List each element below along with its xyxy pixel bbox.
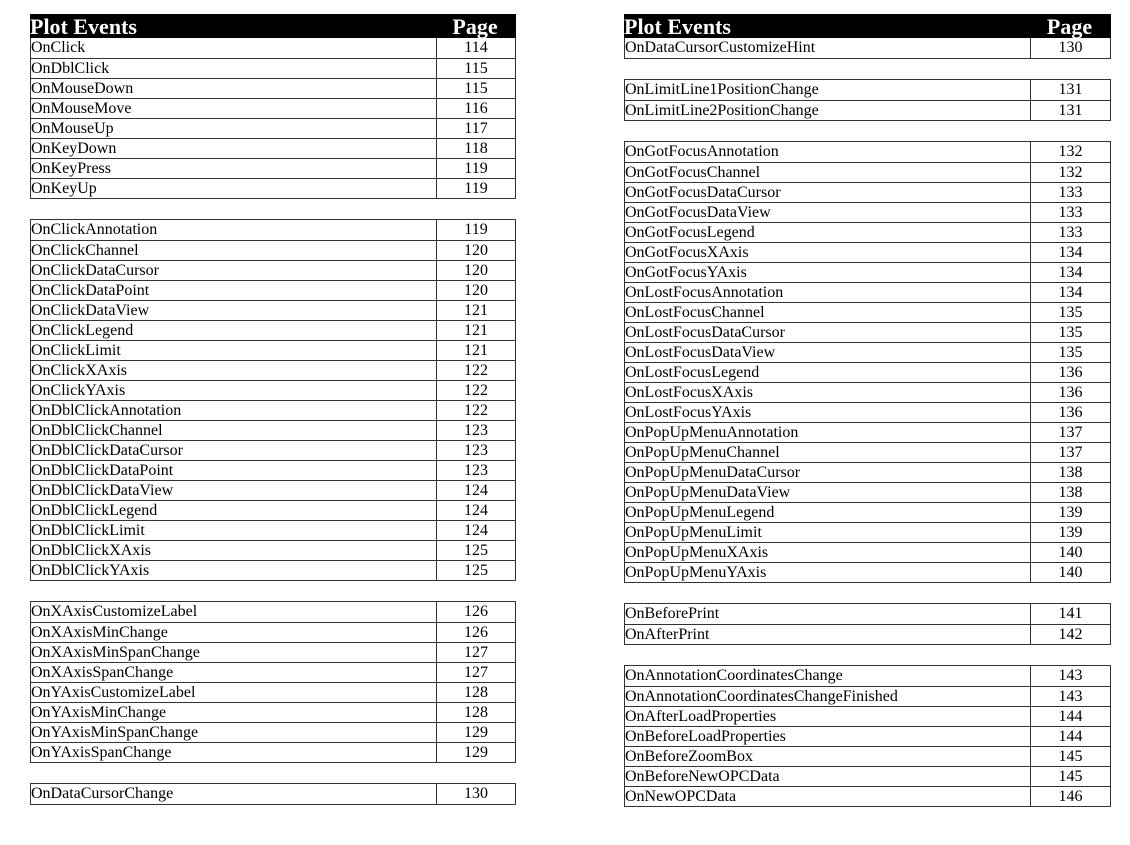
event-name: OnKeyPress: [31, 159, 437, 178]
table-row: [31, 260, 515, 280]
event-name: OnClickAnnotation: [31, 220, 437, 240]
event-name: OnKeyDown: [31, 139, 437, 158]
page-number: 136: [1058, 404, 1083, 421]
table-row: [625, 402, 1110, 422]
event-name: OnAnnotationCoordinatesChange: [625, 666, 1031, 686]
table-row: [625, 726, 1110, 746]
table-header: [624, 14, 1111, 38]
event-name: OnKeyUp: [31, 179, 437, 198]
event-name: OnDblClickDataView: [31, 481, 437, 500]
event-group: [30, 219, 516, 581]
event-name: OnXAxisCustomizeLabel: [31, 602, 437, 622]
table-row: [31, 662, 515, 682]
event-name: OnDataCursorChange: [31, 784, 437, 804]
table-row: [31, 360, 515, 380]
table-row: [31, 400, 515, 420]
table-row: [625, 202, 1110, 222]
page-number: 134: [1058, 264, 1083, 281]
page-number: 138: [1058, 484, 1083, 501]
page-number: 128: [464, 704, 488, 721]
event-name: OnLostFocusChannel: [625, 303, 1031, 322]
page-number: 145: [1058, 748, 1083, 765]
table-row: [31, 540, 515, 560]
page-number: 125: [464, 562, 488, 579]
table-row: [625, 242, 1110, 262]
event-group: [624, 38, 1111, 59]
page-number: 135: [1058, 304, 1083, 321]
table-row: [625, 542, 1110, 562]
event-group: [30, 601, 516, 763]
event-name: OnBeforeNewOPCData: [625, 767, 1031, 786]
event-name: OnGotFocusAnnotation: [625, 142, 1031, 162]
event-name: OnAfterLoadProperties: [625, 707, 1031, 726]
table-row: [31, 320, 515, 340]
page-number: 140: [1058, 564, 1083, 581]
page-number: 134: [1058, 244, 1083, 261]
event-name: OnDataCursorCustomizeHint: [625, 38, 1031, 58]
page-number: 139: [1058, 504, 1083, 521]
event-group: [624, 665, 1111, 807]
event-name: OnBeforeZoomBox: [625, 747, 1031, 766]
event-name: OnGotFocusDataCursor: [625, 183, 1031, 202]
event-name: OnLostFocusXAxis: [625, 383, 1031, 402]
table-row: [625, 462, 1110, 482]
table-row: [625, 282, 1110, 302]
page-number: 127: [464, 664, 488, 681]
table-row: [625, 322, 1110, 342]
table-row: [31, 280, 515, 300]
page-number: 124: [464, 522, 488, 539]
table-row: [625, 786, 1110, 806]
event-name: OnYAxisCustomizeLabel: [31, 683, 437, 702]
table-row: [31, 440, 515, 460]
page-number: 124: [464, 502, 488, 519]
table-row: [31, 560, 515, 580]
page-number: 121: [464, 322, 488, 339]
page-number: 119: [464, 180, 488, 197]
page-number: 126: [464, 624, 488, 641]
table-row: [31, 158, 515, 178]
page-number: 115: [464, 60, 488, 77]
event-name: OnYAxisSpanChange: [31, 743, 437, 762]
page-number: 120: [464, 262, 488, 279]
event-name: OnLimitLine2PositionChange: [625, 101, 1031, 120]
event-name: OnPopUpMenuChannel: [625, 443, 1031, 462]
event-name: OnNewOPCData: [625, 787, 1031, 806]
page-number: 141: [1058, 605, 1083, 622]
page-number: 117: [464, 120, 488, 137]
event-name: OnGotFocusYAxis: [625, 263, 1031, 282]
table-row: [31, 784, 515, 804]
event-name: OnGotFocusLegend: [625, 223, 1031, 242]
table-row: [31, 520, 515, 540]
table-row: [31, 602, 515, 622]
page-number: 137: [1058, 444, 1083, 461]
page-number: 115: [464, 80, 488, 97]
page-number: 116: [464, 100, 488, 117]
event-name: OnPopUpMenuXAxis: [625, 543, 1031, 562]
table-row: [625, 766, 1110, 786]
event-name: OnClickLimit: [31, 341, 437, 360]
table-row: [31, 682, 515, 702]
table-row: [625, 382, 1110, 402]
page-number: 121: [464, 302, 488, 319]
event-name: OnClick: [31, 38, 437, 58]
page-number: 125: [464, 542, 488, 559]
page-number: 123: [464, 422, 488, 439]
event-name: OnPopUpMenuLegend: [625, 503, 1031, 522]
page-number: 126: [464, 603, 488, 620]
page-number: 119: [464, 221, 488, 238]
page-number: 131: [1058, 102, 1083, 119]
page-number: 135: [1058, 324, 1083, 341]
table-row: [31, 138, 515, 158]
event-group: [30, 38, 516, 199]
event-name: OnDblClick: [31, 59, 437, 78]
event-name: OnClickDataPoint: [31, 281, 437, 300]
page-number: 143: [1058, 688, 1083, 705]
table-row: [625, 80, 1110, 100]
page-number: 146: [1058, 788, 1083, 805]
event-group: [624, 141, 1111, 583]
page-number: 134: [1058, 284, 1083, 301]
page-number: 130: [464, 785, 488, 802]
table-row: [625, 38, 1110, 58]
table-row: [625, 342, 1110, 362]
table-row: [625, 562, 1110, 582]
page-number: 122: [464, 362, 488, 379]
page-number: 121: [464, 342, 488, 359]
page-number: 133: [1058, 204, 1083, 221]
table-row: [625, 442, 1110, 462]
page-number: 138: [1058, 464, 1083, 481]
page-number: 123: [464, 462, 488, 479]
table-row: [31, 78, 515, 98]
page-number: 144: [1058, 728, 1083, 745]
table-row: [625, 142, 1110, 162]
event-name: OnYAxisMinChange: [31, 703, 437, 722]
table-row: [31, 220, 515, 240]
event-name: OnAnnotationCoordinatesChangeFinished: [625, 687, 1031, 706]
event-name: OnBeforePrint: [625, 604, 1031, 624]
table-row: [625, 624, 1110, 644]
table-row: [31, 240, 515, 260]
event-name: OnLostFocusAnnotation: [625, 283, 1031, 302]
page-number: 142: [1058, 626, 1083, 643]
table-row: [625, 482, 1110, 502]
page-number: 145: [1058, 768, 1083, 785]
event-name: OnDblClickChannel: [31, 421, 437, 440]
table-row: [625, 502, 1110, 522]
event-name: OnPopUpMenuAnnotation: [625, 423, 1031, 442]
table-row: [31, 98, 515, 118]
event-name: OnClickYAxis: [31, 381, 437, 400]
event-name: OnXAxisMinChange: [31, 623, 437, 642]
column-header-plot-events: Plot Events: [624, 14, 731, 38]
table-row: [625, 262, 1110, 282]
table-row: [31, 742, 515, 762]
table-row: [625, 522, 1110, 542]
event-group: [624, 603, 1111, 645]
table-row: [31, 480, 515, 500]
table-row: [31, 178, 515, 198]
table-row: [625, 100, 1110, 120]
page-number: 130: [1058, 39, 1083, 56]
table-header: [30, 14, 516, 38]
table-row: [625, 162, 1110, 182]
event-name: OnLimitLine1PositionChange: [625, 80, 1031, 100]
page-number: 120: [464, 282, 488, 299]
left-event-table: [30, 14, 516, 805]
event-name: OnMouseMove: [31, 99, 437, 118]
event-name: OnClickDataCursor: [31, 261, 437, 280]
page-number: 123: [464, 442, 488, 459]
table-row: [31, 460, 515, 480]
table-row: [625, 686, 1110, 706]
table-row: [31, 340, 515, 360]
page-number: 133: [1058, 184, 1083, 201]
page-number: 139: [1058, 524, 1083, 541]
event-name: OnLostFocusLegend: [625, 363, 1031, 382]
event-name: OnPopUpMenuDataCursor: [625, 463, 1031, 482]
event-name: OnGotFocusXAxis: [625, 243, 1031, 262]
table-row: [625, 706, 1110, 726]
page-number: 136: [1058, 364, 1083, 381]
page-number: 131: [1058, 81, 1083, 98]
table-row: [625, 746, 1110, 766]
table-row: [31, 702, 515, 722]
table-row: [31, 38, 515, 58]
table-row: [31, 722, 515, 742]
event-name: OnGotFocusDataView: [625, 203, 1031, 222]
table-row: [31, 420, 515, 440]
table-row: [31, 622, 515, 642]
event-name: OnLostFocusDataCursor: [625, 323, 1031, 342]
page-number: 133: [1058, 224, 1083, 241]
page-number: 136: [1058, 384, 1083, 401]
event-name: OnClickLegend: [31, 321, 437, 340]
table-row: [625, 604, 1110, 624]
table-row: [31, 58, 515, 78]
event-group: [30, 783, 516, 805]
page-number: 129: [464, 744, 488, 761]
page-number: 137: [1058, 424, 1083, 441]
event-name: OnClickXAxis: [31, 361, 437, 380]
event-name: OnPopUpMenuLimit: [625, 523, 1031, 542]
event-name: OnDblClickDataCursor: [31, 441, 437, 460]
event-group: [624, 79, 1111, 121]
right-event-table: [624, 14, 1111, 807]
table-row: [625, 666, 1110, 686]
event-name: OnDblClickAnnotation: [31, 401, 437, 420]
page-number: 122: [464, 382, 488, 399]
page-number: 129: [464, 724, 488, 741]
page-number: 132: [1058, 164, 1083, 181]
event-name: OnClickDataView: [31, 301, 437, 320]
event-name: OnPopUpMenuYAxis: [625, 563, 1031, 582]
table-row: [625, 222, 1110, 242]
page-number: 127: [464, 644, 488, 661]
event-name: OnAfterPrint: [625, 625, 1031, 644]
page-number: 119: [464, 160, 488, 177]
event-name: OnPopUpMenuDataView: [625, 483, 1031, 502]
page-number: 143: [1058, 667, 1083, 684]
column-header-plot-events: Plot Events: [30, 14, 137, 38]
table-row: [31, 500, 515, 520]
event-name: OnLostFocusYAxis: [625, 403, 1031, 422]
event-name: OnLostFocusDataView: [625, 343, 1031, 362]
page-number: 120: [464, 242, 488, 259]
page-number: 114: [464, 39, 488, 56]
page-number: 122: [464, 402, 488, 419]
page-number: 128: [464, 684, 488, 701]
table-row: [31, 118, 515, 138]
column-header-page: Page: [1046, 14, 1093, 38]
event-name: OnYAxisMinSpanChange: [31, 723, 437, 742]
event-name: OnGotFocusChannel: [625, 163, 1031, 182]
page-number: 140: [1058, 544, 1083, 561]
event-name: OnBeforeLoadProperties: [625, 727, 1031, 746]
page-number: 118: [464, 140, 488, 157]
event-groups: [30, 38, 516, 805]
event-name: OnMouseUp: [31, 119, 437, 138]
table-row: [625, 302, 1110, 322]
page-number: 144: [1058, 708, 1083, 725]
table-row: [625, 422, 1110, 442]
event-groups: [624, 38, 1111, 807]
table-row: [625, 182, 1110, 202]
page-number: 135: [1058, 344, 1083, 361]
event-name: OnXAxisSpanChange: [31, 663, 437, 682]
table-row: [625, 362, 1110, 382]
event-name: OnXAxisMinSpanChange: [31, 643, 437, 662]
table-row: [31, 380, 515, 400]
table-row: [31, 300, 515, 320]
page-number: 132: [1058, 143, 1083, 160]
column-header-page: Page: [452, 14, 498, 38]
event-name: OnDblClickXAxis: [31, 541, 437, 560]
page-number: 124: [464, 482, 488, 499]
event-name: OnDblClickLegend: [31, 501, 437, 520]
event-name: OnClickChannel: [31, 241, 437, 260]
event-name: OnDblClickLimit: [31, 521, 437, 540]
event-name: OnDblClickDataPoint: [31, 461, 437, 480]
table-row: [31, 642, 515, 662]
event-name: OnDblClickYAxis: [31, 561, 437, 580]
event-name: OnMouseDown: [31, 79, 437, 98]
